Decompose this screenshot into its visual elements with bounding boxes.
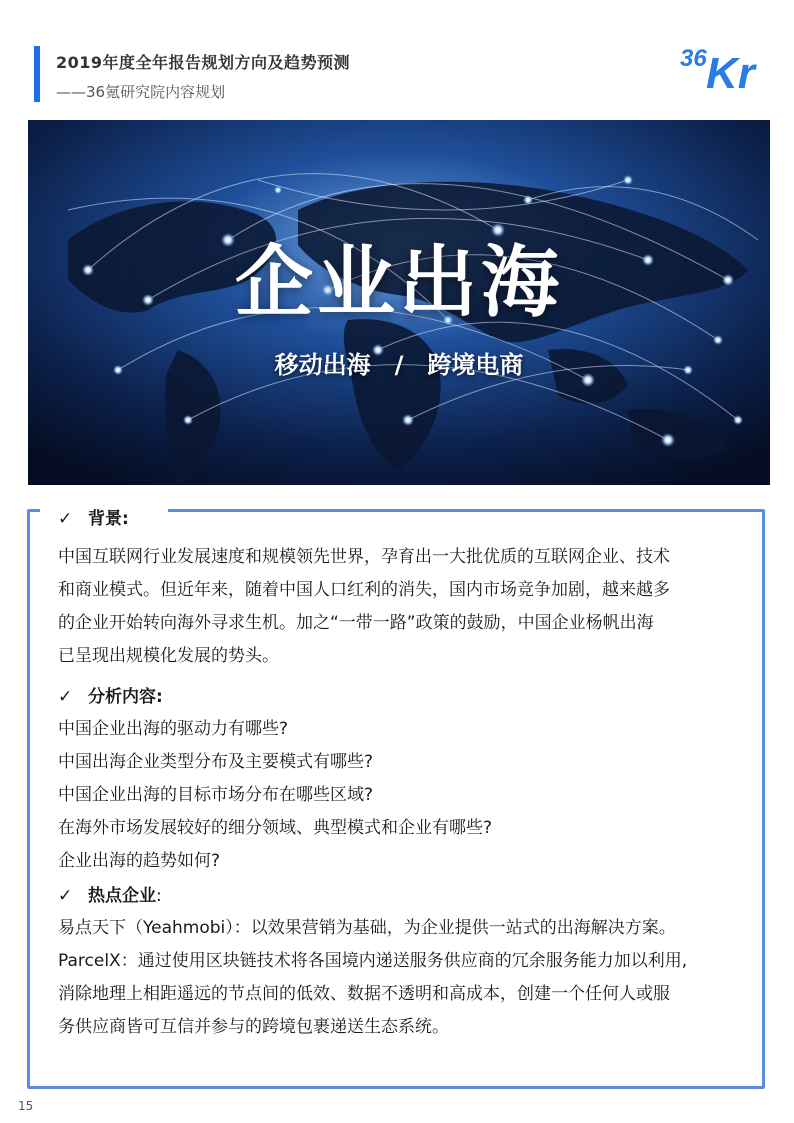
background-paragraph	[58, 541, 758, 673]
analysis-item: 中国企业出海的驱动力有哪些?	[58, 719, 289, 739]
svg-text:Kr: Kr	[706, 49, 755, 92]
analysis-item: 中国企业出海的目标市场分布在哪些区域?	[58, 785, 374, 805]
analysis-list	[58, 713, 758, 878]
background-line: 的企业开始转向海外寻求生机。加之“一带一路”政策的鼓励，中国企业杨帆出海	[58, 613, 654, 633]
companies-heading: ✓ 热点企业:	[58, 882, 758, 910]
background-heading: ✓ 背景:	[58, 505, 758, 533]
page-number: 15	[18, 1099, 34, 1113]
hero-subtitle	[28, 345, 770, 380]
hero-subtitle-separator: /	[394, 351, 404, 379]
check-icon: ✓	[58, 687, 73, 707]
check-icon: ✓	[58, 886, 73, 906]
company-line: ParcelX：通过使用区块链技术将各国境内递送服务供应商的冗余服务能力加以利用,	[58, 951, 688, 971]
hero-title: 企业出海	[234, 238, 563, 328]
background-line: 已呈现出规模化发展的势头。	[58, 646, 279, 666]
check-icon: ✓	[58, 509, 73, 529]
analysis-item: 中国出海企业类型分布及主要模式有哪些?	[58, 752, 374, 772]
company-line: 消除地理上相距遥远的节点间的低效、数据不透明和高成本，创建一个任何人或服	[58, 984, 670, 1004]
36kr-logo	[680, 42, 766, 92]
analysis-heading: ✓ 分析内容:	[58, 683, 758, 711]
background-line: 和商业模式。但近年来，随着中国人口红利的消失，国内市场竞争加剧，越来越多	[58, 580, 670, 600]
report-subtitle: ——36氪研究院内容规划	[56, 83, 226, 101]
hero-subtitle-right: 跨境电商	[427, 351, 524, 379]
analysis-item: 企业出海的趋势如何?	[58, 851, 221, 871]
content-body	[58, 505, 758, 1044]
report-title: 2019年度全年报告规划方向及趋势预测	[56, 53, 351, 72]
analysis-item: 在海外市场发展较好的细分领域、典型模式和企业有哪些?	[58, 818, 493, 838]
company-line: 易点天下（Yeahmobi）：以效果营销为基础，为企业提供一站式的出海解决方案。	[58, 918, 676, 938]
hero-banner	[28, 120, 770, 485]
svg-text:36: 36	[680, 45, 707, 72]
background-line: 中国互联网行业发展速度和规模领先世界，孕育出一大批优质的互联网企业、技术	[58, 547, 670, 567]
companies-list	[58, 912, 758, 1044]
company-line: 务供应商皆可互信并参与的跨境包裹递送生态系统。	[58, 1017, 449, 1037]
hero-subtitle-left: 移动出海	[274, 351, 371, 379]
header-accent-bar	[34, 46, 40, 102]
